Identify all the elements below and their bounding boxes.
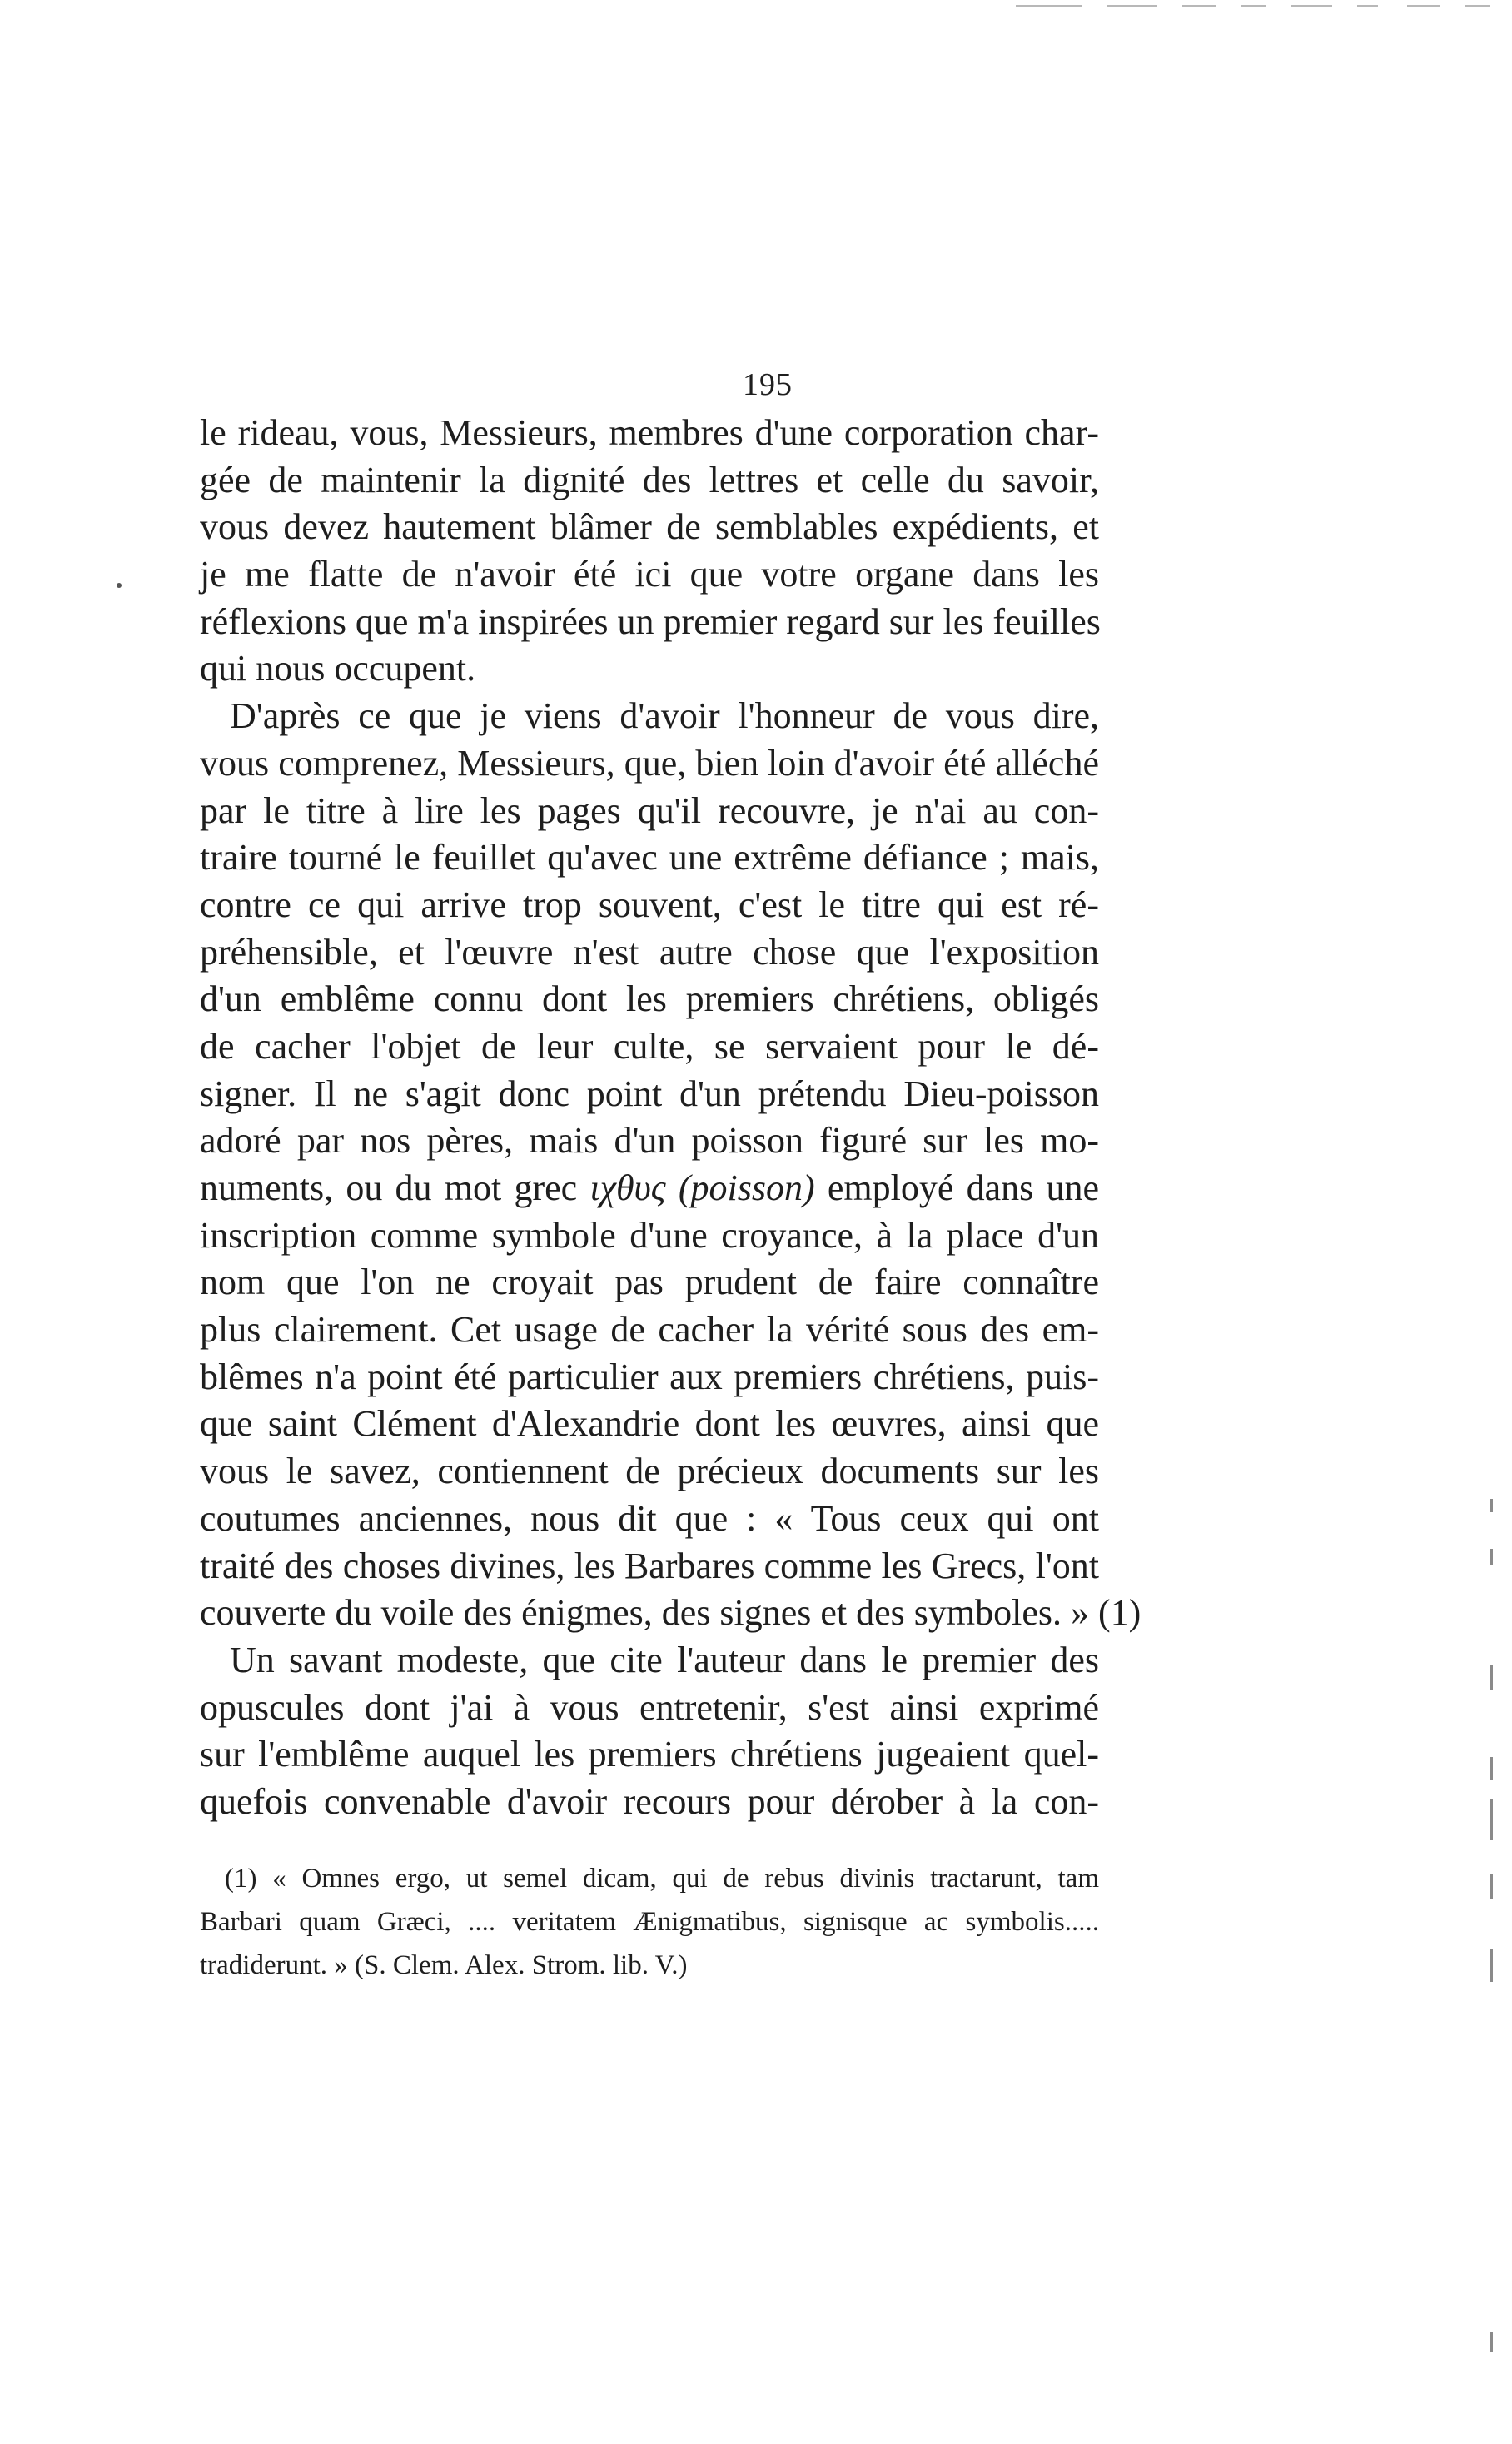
- scan-edge-rule: [1107, 5, 1157, 7]
- text-line: par le titre à lire les pages qu'il recouvre, je n'ai au con-: [200, 789, 1099, 831]
- scan-edge-rule: [1016, 5, 1082, 7]
- text-line: [200, 1165, 1099, 1212]
- scan-edge-mark: [1490, 2332, 1493, 2352]
- text-line: contre ce qui arrive trop souvent, c'est le titre qui est ré-: [200, 884, 1099, 925]
- text-line: plus clairement. Cet usage de cacher la vérité sous des em-: [200, 1309, 1099, 1351]
- scan-edge-mark: [1490, 1549, 1493, 1565]
- scan-edge-rule: [1291, 5, 1332, 7]
- footnote-line: Barbari quam Græci, .... veritatem Ænigmatibus, signisque ac symbolis.....: [200, 1907, 1099, 1937]
- page-number: 195: [743, 367, 793, 402]
- text-line: inscription comme symbole d'une croyance, à la place d'un: [200, 1214, 1099, 1256]
- scan-edge-mark: [1490, 1665, 1493, 1690]
- scan-edge-rule: [1407, 5, 1440, 7]
- scan-edge-rule: [1182, 5, 1216, 7]
- text-line: D'après ce que je viens d'avoir l'honneur de vous dire,: [230, 695, 1099, 737]
- text-line: le rideau, vous, Messieurs, membres d'une corporation char-: [200, 412, 1099, 453]
- scan-edge-mark: [1490, 1499, 1493, 1512]
- text-line: adoré par nos pères, mais d'un poisson figuré sur les mo-: [200, 1120, 1099, 1162]
- text-line: gée de maintenir la dignité des lettres et celle du savoir,: [200, 459, 1099, 500]
- text-line: vous comprenez, Messieurs, que, bien loin d'avoir été alléché: [200, 742, 1099, 784]
- scan-edge-mark: [1490, 1874, 1493, 1899]
- text-line: qui nous occupent.: [200, 648, 476, 689]
- text-line: quefois convenable d'avoir recours pour dérober à la con-: [200, 1780, 1099, 1822]
- text-line: couverte du voile des énigmes, des signes et des symboles. » (1): [200, 1592, 1141, 1634]
- text-line: d'un emblême connu dont les premiers chrétiens, obligés: [200, 978, 1099, 1020]
- text-line: blêmes n'a point été particulier aux premiers chrétiens, puis-: [200, 1356, 1099, 1397]
- scan-edge-mark: [1490, 1799, 1493, 1840]
- text-line: opuscules dont j'ai à vous entretenir, s'est ainsi exprimé: [200, 1686, 1099, 1728]
- text-segment: employé dans une: [827, 1167, 1100, 1208]
- text-line: coutumes anciennes, nous dit que : « Tous ceux qui ont: [200, 1497, 1099, 1539]
- footnote-line: (1) « Omnes ergo, ut semel dicam, qui de rebus divinis tractarunt, tam: [225, 1864, 1099, 1894]
- text-line: traité des choses divines, les Barbares comme les Grecs, l'ont: [200, 1545, 1099, 1586]
- greek-word: ιχθυς (poisson): [589, 1167, 815, 1208]
- body-text: [200, 410, 1141, 1826]
- text-line: réflexions que m'a inspirées un premier regard sur les feuilles: [200, 600, 1101, 642]
- text-line: Un savant modeste, que cite l'auteur dans le premier des: [230, 1639, 1099, 1680]
- text-line: traire tourné le feuillet qu'avec une extrême défiance ; mais,: [200, 837, 1099, 879]
- text-line: sur l'emblême auquel les premiers chrétiens jugeaient quel-: [200, 1734, 1099, 1775]
- text-line: préhensible, et l'œuvre n'est autre chose que l'exposition: [200, 931, 1099, 973]
- text-line: vous devez hautement blâmer de semblables expédients, et: [200, 506, 1099, 548]
- text-line: nom que l'on ne croyait pas prudent de faire connaître: [200, 1262, 1099, 1303]
- footnotes: [200, 1857, 1099, 1987]
- text-line: que saint Clément d'Alexandrie dont les œuvres, ainsi que: [200, 1403, 1099, 1445]
- text-segment: numents, ou du mot grec: [200, 1167, 578, 1208]
- scan-edge-rule: [1241, 5, 1266, 7]
- scan-edge-rule: [1465, 5, 1490, 7]
- footnote-line: tradiderunt. » (S. Clem. Alex. Strom. lib. V.): [200, 1950, 688, 1980]
- text-line: signer. Il ne s'agit donc point d'un prétendu Dieu-poisson: [200, 1073, 1099, 1114]
- text-line: de cacher l'objet de leur culte, se servaient pour le dé-: [200, 1025, 1099, 1067]
- scan-edge-mark: [1490, 1949, 1493, 1982]
- scan-speck: [117, 583, 122, 588]
- scan-edge-rule: [1357, 5, 1378, 7]
- text-line: vous le savez, contiennent de précieux documents sur les: [200, 1451, 1099, 1492]
- text-line: je me flatte de n'avoir été ici que votre organe dans les: [200, 554, 1099, 595]
- scan-edge-mark: [1490, 1757, 1493, 1780]
